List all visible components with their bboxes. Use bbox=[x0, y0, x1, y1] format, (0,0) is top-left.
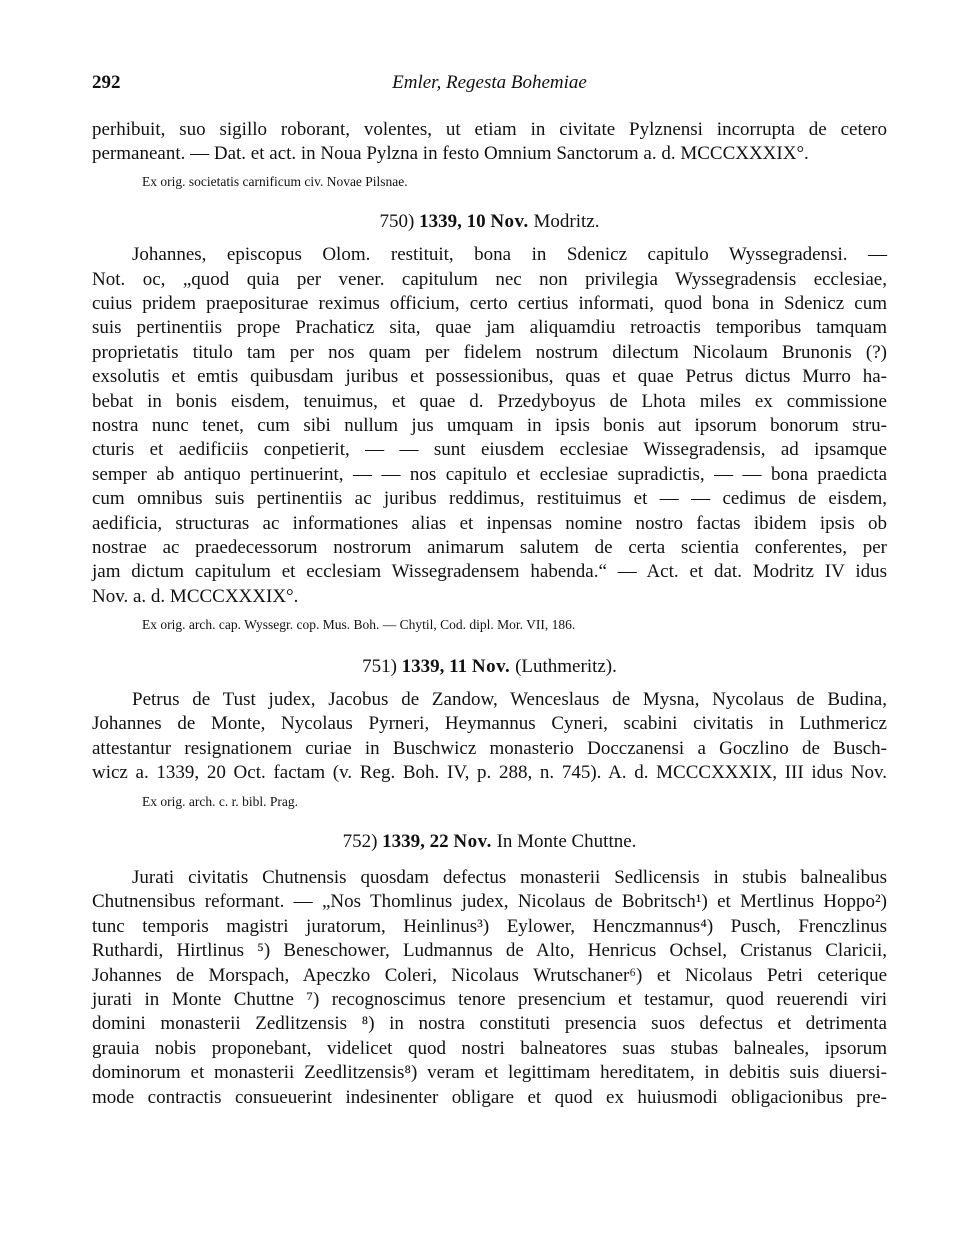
entry-month: Nov. bbox=[471, 656, 511, 677]
text-line: Nov. a. d. MCCCXXXIX°. bbox=[92, 586, 299, 607]
text-line: suis pertinentiis prope Prachaticz sita, quae jam aliquamdiu retroactis temporibus tamquam bbox=[92, 317, 887, 338]
entry-heading-751 bbox=[92, 655, 887, 679]
entry-heading-750 bbox=[92, 210, 887, 234]
text-line: mode contractis consueuerint indesinenter obligare et quod ex huiusmodi obligacionibus pre- bbox=[92, 1087, 887, 1108]
text-line: semper ab antiquo pertinuerint, — — nos capitulo et ecclesiae supradictis, — — bona praedicta bbox=[92, 464, 887, 485]
text-line: Johannes, episcopus Olom. restituit, bona in Sdenicz capitulo Wyssegradensi. — bbox=[132, 244, 887, 265]
source-note: Ex orig. arch. c. r. bibl. Prag. bbox=[142, 794, 298, 809]
text-line: jurati in Monte Chuttne ⁷) recognoscimus tenore presencium et testamur, quod reuerendi viri bbox=[92, 989, 887, 1010]
text-line: Not. oc, „quod quia per vener. capitulum nec non privilegia Wyssegradensis ecclesiae, bbox=[92, 269, 887, 290]
text-line: tunc temporis magistri juratorum, Heinlinus³) Eylower, Henczmannus⁴) Pusch, Frenczlinus bbox=[92, 916, 887, 937]
page-header bbox=[92, 72, 887, 102]
text-line: aedificia, structuras ac informationes alias et inpensas nomine nostro factas ibidem ipsis ob bbox=[92, 513, 887, 534]
entry-date: 1339, 10 bbox=[419, 211, 486, 232]
entry-heading-752 bbox=[92, 830, 887, 854]
entry-number: 751) bbox=[362, 656, 397, 677]
text-line: cturis et aedificiis conpetierit, — — sunt eiusdem ecclesiae Wissegradensis, ad ipsamque bbox=[92, 439, 887, 460]
text-line: nostra nunc tenet, cum sibi nullum jus umquam in ipsis bonis aut ipsorum bonorum stru- bbox=[92, 415, 887, 436]
text-line: Chutnensibus reformant. — „Nos Thomlinus judex, Nicolaus de Bobritsch¹) et Mertlinus Hoppo²) bbox=[92, 891, 887, 912]
entry-place: (Luthmeritz). bbox=[515, 656, 617, 677]
text-line: permaneant. — Dat. et act. in Noua Pylzna in festo Omnium Sanctorum a. d. MCCCXXXIX°. bbox=[92, 143, 809, 164]
text-line: Johannes de Monte, Nycolaus Pyrneri, Heymannus Cyneri, scabini civitatis in Luthmericz bbox=[92, 713, 887, 734]
page-number: 292 bbox=[92, 72, 121, 93]
text-line: attestantur resignationem curiae in Buschwicz monasterio Docczanensi a Goczlino de Busch- bbox=[92, 738, 887, 759]
entry-month: Nov. bbox=[490, 211, 529, 232]
text-line: domini monasterii Zedlitzensis ⁸) in nostra constituti presencia suos defectus et detrimenta bbox=[92, 1013, 887, 1034]
running-head: Emler, Regesta Bohemiae bbox=[392, 72, 587, 93]
source-note: Ex orig. arch. cap. Wyssegr. cop. Mus. Boh. — Chytil, Cod. dipl. Mor. VII, 186. bbox=[142, 617, 576, 632]
text-line: cuius pridem praepositurae reximus officium, certo certius informati, quod bona in Sdenicz cum bbox=[92, 293, 887, 314]
source-note: Ex orig. societatis carnificum civ. Novae Pilsnae. bbox=[142, 174, 408, 189]
entry-month: Nov. bbox=[453, 831, 492, 852]
text-line: dominorum et monasterii Zeedlitzensis⁸) veram et legittimam hereditatem, in debitis suis diuersi- bbox=[92, 1062, 887, 1083]
text-line: wicz a. 1339, 20 Oct. factam (v. Reg. Boh. IV, p. 288, n. 745). A. d. MCCCXXXIX, III idus Nov. bbox=[92, 762, 887, 783]
text-line: Jurati civitatis Chutnensis quosdam defectus monasterii Sedlicensis in stubis balnealibus bbox=[132, 867, 887, 888]
entry-date: 1339, 22 bbox=[382, 831, 449, 852]
entry-place: Modritz. bbox=[533, 211, 600, 232]
entry-number: 752) bbox=[342, 831, 378, 852]
text-line: bebat in bonis eisdem, tenuimus, et quae d. Przedyboyus de Lhota miles ex commissione bbox=[92, 391, 887, 412]
text-line: Johannes de Morspach, Apeczko Coleri, Nicolaus Wrutschaner⁶) et Nicolaus Petri ceterique bbox=[92, 965, 887, 986]
entry-date: 1339, 11 bbox=[401, 656, 468, 677]
text-line: jam dictum capitulum et ecclesiam Wissegradensem habenda.“ — Act. et dat. Modritz IV idus bbox=[92, 561, 887, 582]
text-line: perhibuit, suo sigillo roborant, volentes, ut etiam in civitate Pylznensi incorrupta de cetero bbox=[92, 119, 887, 140]
entry-number: 750) bbox=[379, 211, 415, 232]
text-line: grauia nobis proponebant, videlicet quod nostri balneatores suas stubas balneales, ipsorum bbox=[92, 1038, 887, 1059]
text-line: cum omnibus suis pertinentiis ac juribus reddimus, restituimus et — — cedimus de eisdem, bbox=[92, 488, 887, 509]
text-line: Petrus de Tust judex, Jacobus de Zandow, Wenceslaus de Mysna, Nycolaus de Budina, bbox=[132, 689, 887, 710]
text-line: exsolutis et emtis quibusdam juribus et possessionibus, quas et quae Petrus dictus Murro ha- bbox=[92, 366, 887, 387]
text-line: nostrae ac praedecessorum nostrorum animarum salutem de certa scientia conferentes, per bbox=[92, 537, 887, 558]
text-line: proprietatis titulo tam per nos quam per fidelem nostrum dilectum Nicolaum Brunonis (?) bbox=[92, 342, 887, 363]
text-line: Ruthardi, Hirtlinus ⁵) Beneschower, Ludmannus de Alto, Henricus Ochsel, Cristanus Claricii, bbox=[92, 940, 887, 961]
entry-place: In Monte Chuttne. bbox=[496, 831, 637, 852]
